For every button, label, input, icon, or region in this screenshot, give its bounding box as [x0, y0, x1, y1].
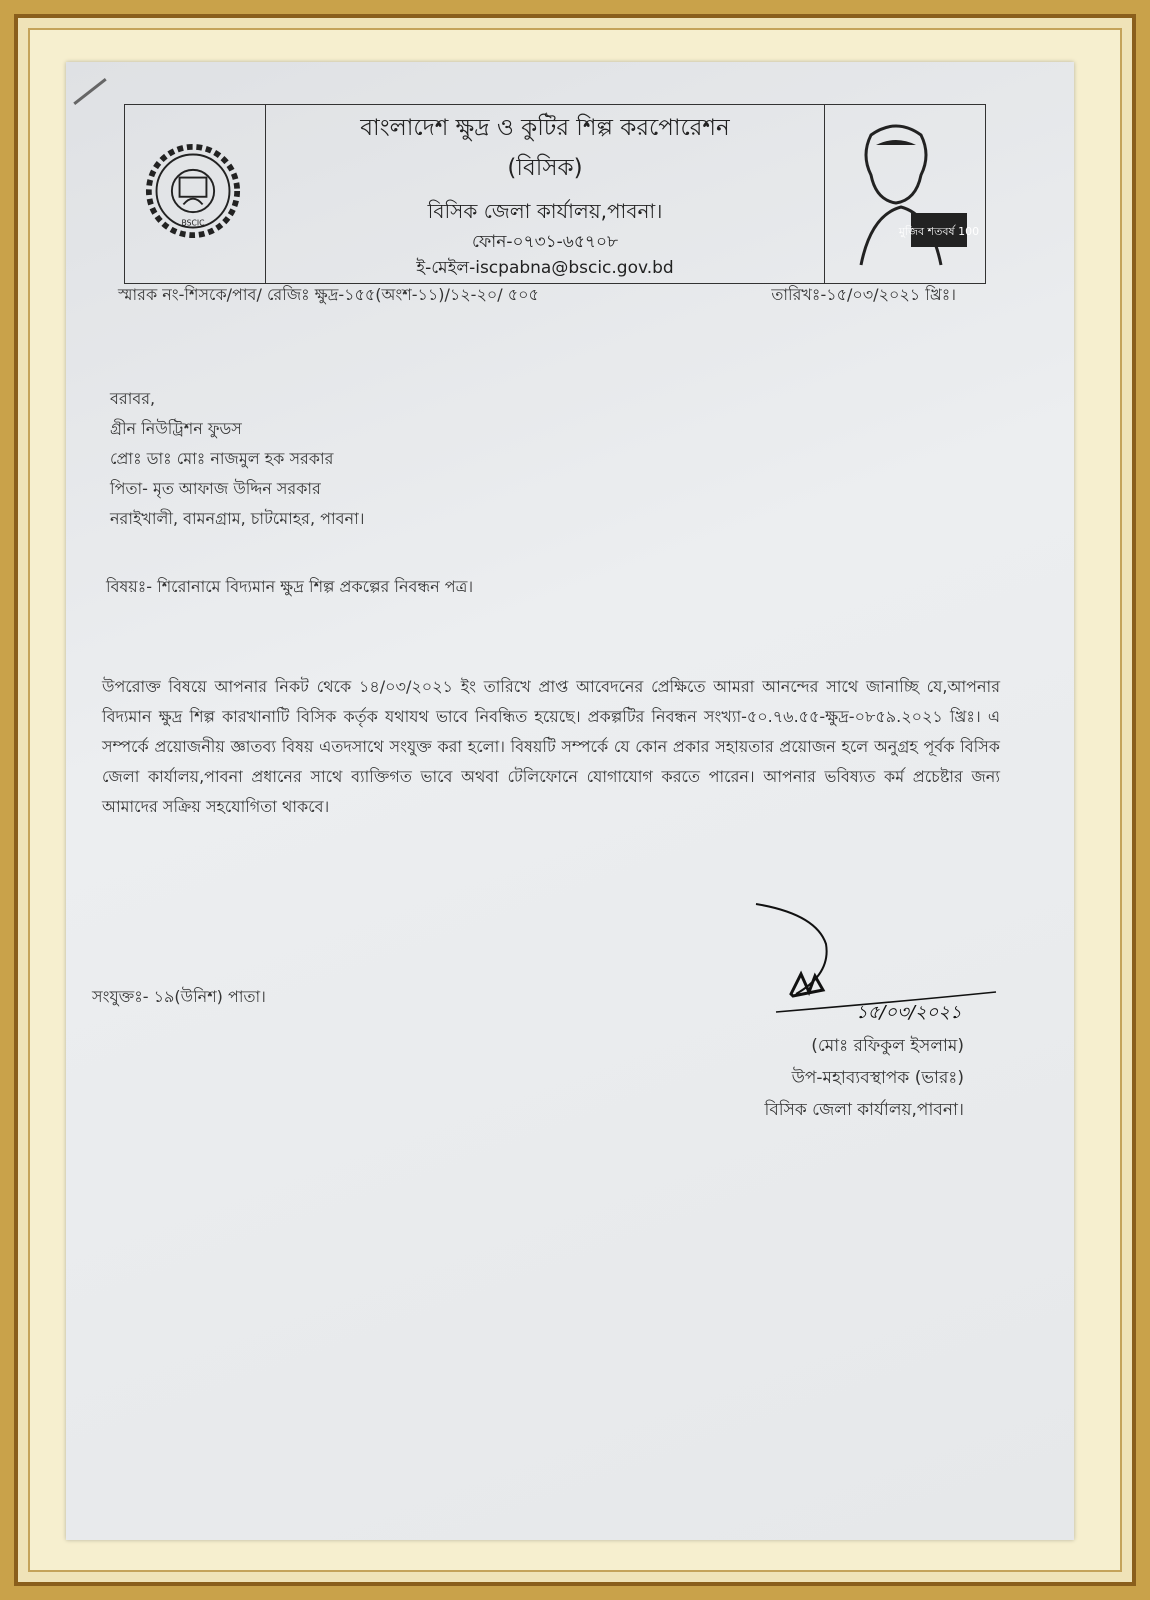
letter-body: উপরোক্ত বিষয়ে আপনার নিকট থেকে ১৪/০৩/২০২১ ইং তারিখে প্রাপ্ত আবেদনের প্রেক্ষিতে আমরা আনন্দের সাথে জানাচ্ছি যে,আপনার বিদ্যমান ক্ষুদ্র শিল্প কারখানাটি বিসিক কর্তৃক যথাযথ ভাবে নিবন্ধিত হয়েছে। প্রকল্পটির নিবন্ধন সংখ্যা-৫০.৭৬.৫৫-ক্ষুদ্র-০৮৫৯.২০২১ খ্রিঃ। এ সম্পর্কে প্রয়োজনীয় জ্ঞাতব্য বিষয় এতদসাথে সংযুক্ত করা হলো। বিষয়টি সম্পর্কে যে কোন প্রকার সহায়তার প্রয়োজন হলে অনুগ্রহ পূর্বক বিসিক জেলা কার্যালয়,পাবনা প্রধানের সাথে ব্যাক্তিগত ভাবে অথবা টেলিফোনে যোগাযোগ করতে পারেন। আপনার ভবিষ্যত কর্ম প্রচেষ্টার জন্য আমাদের সক্রিয় সহযোগিতা থাকবে। [102, 677, 1000, 816]
signatory-designation: উপ-মহাব্যবস্থাপক (ভারঃ) [791, 1068, 964, 1088]
org-short-name: (বিসিক) [507, 155, 583, 181]
signatory-office: বিসিক জেলা কার্যালয়,পাবনা। [764, 1100, 964, 1120]
recipient-location: নরাইখালী, বামনগ্রাম, চাটমোহর, পাবনা। [110, 509, 365, 528]
recipient-company: গ্রীন নিউট্রিশন ফুডস [110, 419, 242, 438]
office-name: বিসিক জেলা কার্যালয়,পাবনা। [427, 199, 663, 223]
letterhead [124, 104, 986, 284]
phone-number: ফোন-০৭৩১-৬৫৭০৮ [471, 232, 619, 252]
logo-text: BSCIC [181, 218, 205, 228]
mujib-portrait-icon [841, 115, 980, 275]
salutation: বরাবর, [110, 389, 156, 408]
letter-page [66, 62, 1074, 1540]
memo-number: স্মারক নং-শিসকে/পাব/ রেজিঃ ক্ষুদ্র-১৫৫(অংশ-১১)/১২-২০/ ৫০৫ [118, 285, 539, 304]
org-name: বাংলাদেশ ক্ষুদ্র ও কুটির শিল্প করপোরেশন [360, 115, 730, 141]
recipient-address [110, 384, 364, 534]
letter-date: তারিখঃ-১৫/০৩/২০২১ খ্রিঃ। [771, 285, 956, 304]
bscic-logo-icon [145, 143, 241, 239]
photo-cell [824, 105, 985, 283]
signatory-name: (মোঃ রফিকুল ইসলাম) [811, 1036, 964, 1056]
recipient-father: পিতা- মৃত আফাজ উদ্দিন সরকার [110, 479, 321, 498]
logo-cell [125, 105, 266, 283]
subject-line: বিষয়ঃ- শিরোনামে বিদ্যমান ক্ষুদ্র শিল্প প্রকল্পের নিবন্ধন পত্র। [106, 577, 474, 596]
signature-date: ১৫/০৩/২০২১ [856, 1002, 962, 1023]
attachment-note: সংযুক্তঃ- ১৯(উনিশ) পাতা। [92, 987, 266, 1006]
portrait-caption: মুজিব শতবর্ষ 100 [898, 225, 980, 238]
recipient-proprietor: প্রোঃ ডাঃ মোঃ নাজমুল হক সরকার [110, 449, 334, 468]
signatory-block [764, 1030, 964, 1126]
staple-mark [73, 78, 106, 105]
email-address: ই-মেইল-iscpabna@bscic.gov.bd [416, 258, 674, 278]
